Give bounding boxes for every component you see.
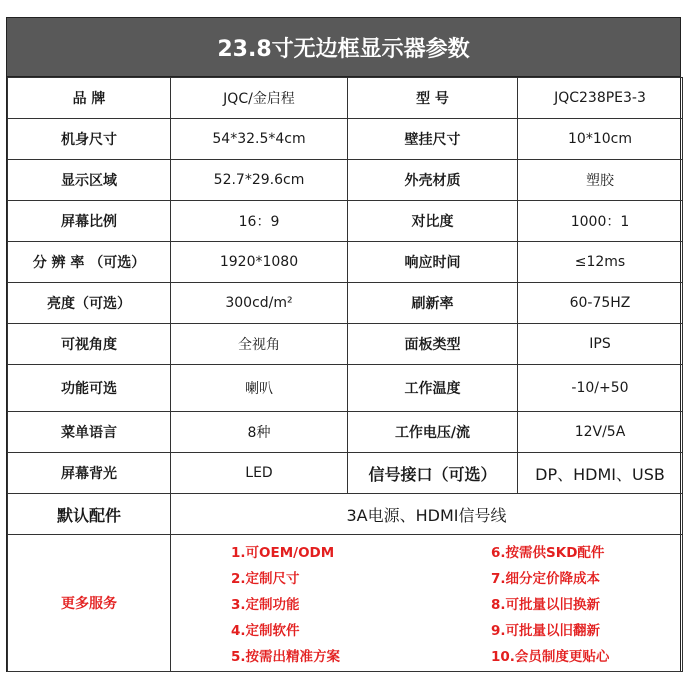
spec-value: 塑胶 — [518, 160, 683, 201]
spec-label: 型 号 — [348, 78, 518, 119]
service-item: 6.按需供SKD配件 — [491, 545, 605, 561]
table-row — [8, 365, 683, 412]
service-item: 5.按需出精准方案 — [231, 649, 341, 665]
services-label: 更多服务 — [8, 535, 171, 672]
accessories-row — [8, 494, 683, 535]
service-item: 10.会员制度更贴心 — [491, 649, 610, 665]
spec-label: 壁挂尺寸 — [348, 119, 518, 160]
spec-value: 52.7*29.6cm — [171, 160, 348, 201]
spec-label: 面板类型 — [348, 324, 518, 365]
table-row — [8, 283, 683, 324]
spec-value: 300cd/m² — [171, 283, 348, 324]
spec-value: 8种 — [171, 412, 348, 453]
spec-value: 16：9 — [171, 201, 348, 242]
service-item: 9.可批量以旧翻新 — [491, 623, 601, 639]
spec-label: 刷新率 — [348, 283, 518, 324]
spec-value: 1920*1080 — [171, 242, 348, 283]
service-item: 2.定制尺寸 — [231, 571, 300, 587]
services-list — [171, 541, 682, 665]
spec-label: 品 牌 — [8, 78, 171, 119]
spec-value: 60-75HZ — [518, 283, 683, 324]
spec-label: 功能可选 — [8, 365, 171, 412]
service-item: 1.可OEM/ODM — [231, 545, 335, 561]
spec-value: DP、HDMI、USB — [518, 453, 683, 494]
spec-label: 屏幕背光 — [8, 453, 171, 494]
spec-value: 喇叭 — [171, 365, 348, 412]
spec-value: LED — [171, 453, 348, 494]
table-row — [8, 160, 683, 201]
table-row — [8, 242, 683, 283]
table-row — [8, 201, 683, 242]
spec-label: 菜单语言 — [8, 412, 171, 453]
accessories-value: 3A电源、HDMI信号线 — [171, 494, 683, 535]
service-item: 4.定制软件 — [231, 623, 300, 639]
table-row — [8, 324, 683, 365]
table-row — [8, 412, 683, 453]
spec-label: 外壳材质 — [348, 160, 518, 201]
table-row — [8, 78, 683, 119]
spec-value: 10*10cm — [518, 119, 683, 160]
spec-label: 显示区域 — [8, 160, 171, 201]
spec-label: 亮度（可选） — [8, 283, 171, 324]
spec-label: 工作温度 — [348, 365, 518, 412]
spec-value: -10/+50 — [518, 365, 683, 412]
spec-value: 全视角 — [171, 324, 348, 365]
accessories-label: 默认配件 — [8, 494, 171, 535]
spec-label: 对比度 — [348, 201, 518, 242]
spec-value: IPS — [518, 324, 683, 365]
spec-value: ≤12ms — [518, 242, 683, 283]
spec-label: 可视角度 — [8, 324, 171, 365]
spec-label: 响应时间 — [348, 242, 518, 283]
spec-sheet — [6, 17, 681, 672]
service-item: 8.可批量以旧换新 — [491, 597, 601, 613]
spec-label: 分 辨 率 （可选） — [8, 242, 171, 283]
service-item: 3.定制功能 — [231, 597, 300, 613]
spec-label: 屏幕比例 — [8, 201, 171, 242]
spec-value: 12V/5A — [518, 412, 683, 453]
service-item: 7.细分定价降成本 — [491, 571, 601, 587]
table-row — [8, 453, 683, 494]
spec-value: 54*32.5*4cm — [171, 119, 348, 160]
spec-label: 工作电压/流 — [348, 412, 518, 453]
spec-label: 信号接口（可选） — [348, 453, 518, 494]
table-row — [8, 119, 683, 160]
spec-value: 1000：1 — [518, 201, 683, 242]
spec-value: JQC/金启程 — [171, 78, 348, 119]
services-cell — [171, 535, 683, 672]
spec-table — [7, 77, 683, 672]
spec-value: JQC238PE3-3 — [518, 78, 683, 119]
services-row — [8, 535, 683, 672]
spec-label: 机身尺寸 — [8, 119, 171, 160]
page-title: 23.8寸无边框显示器参数 — [7, 18, 680, 77]
